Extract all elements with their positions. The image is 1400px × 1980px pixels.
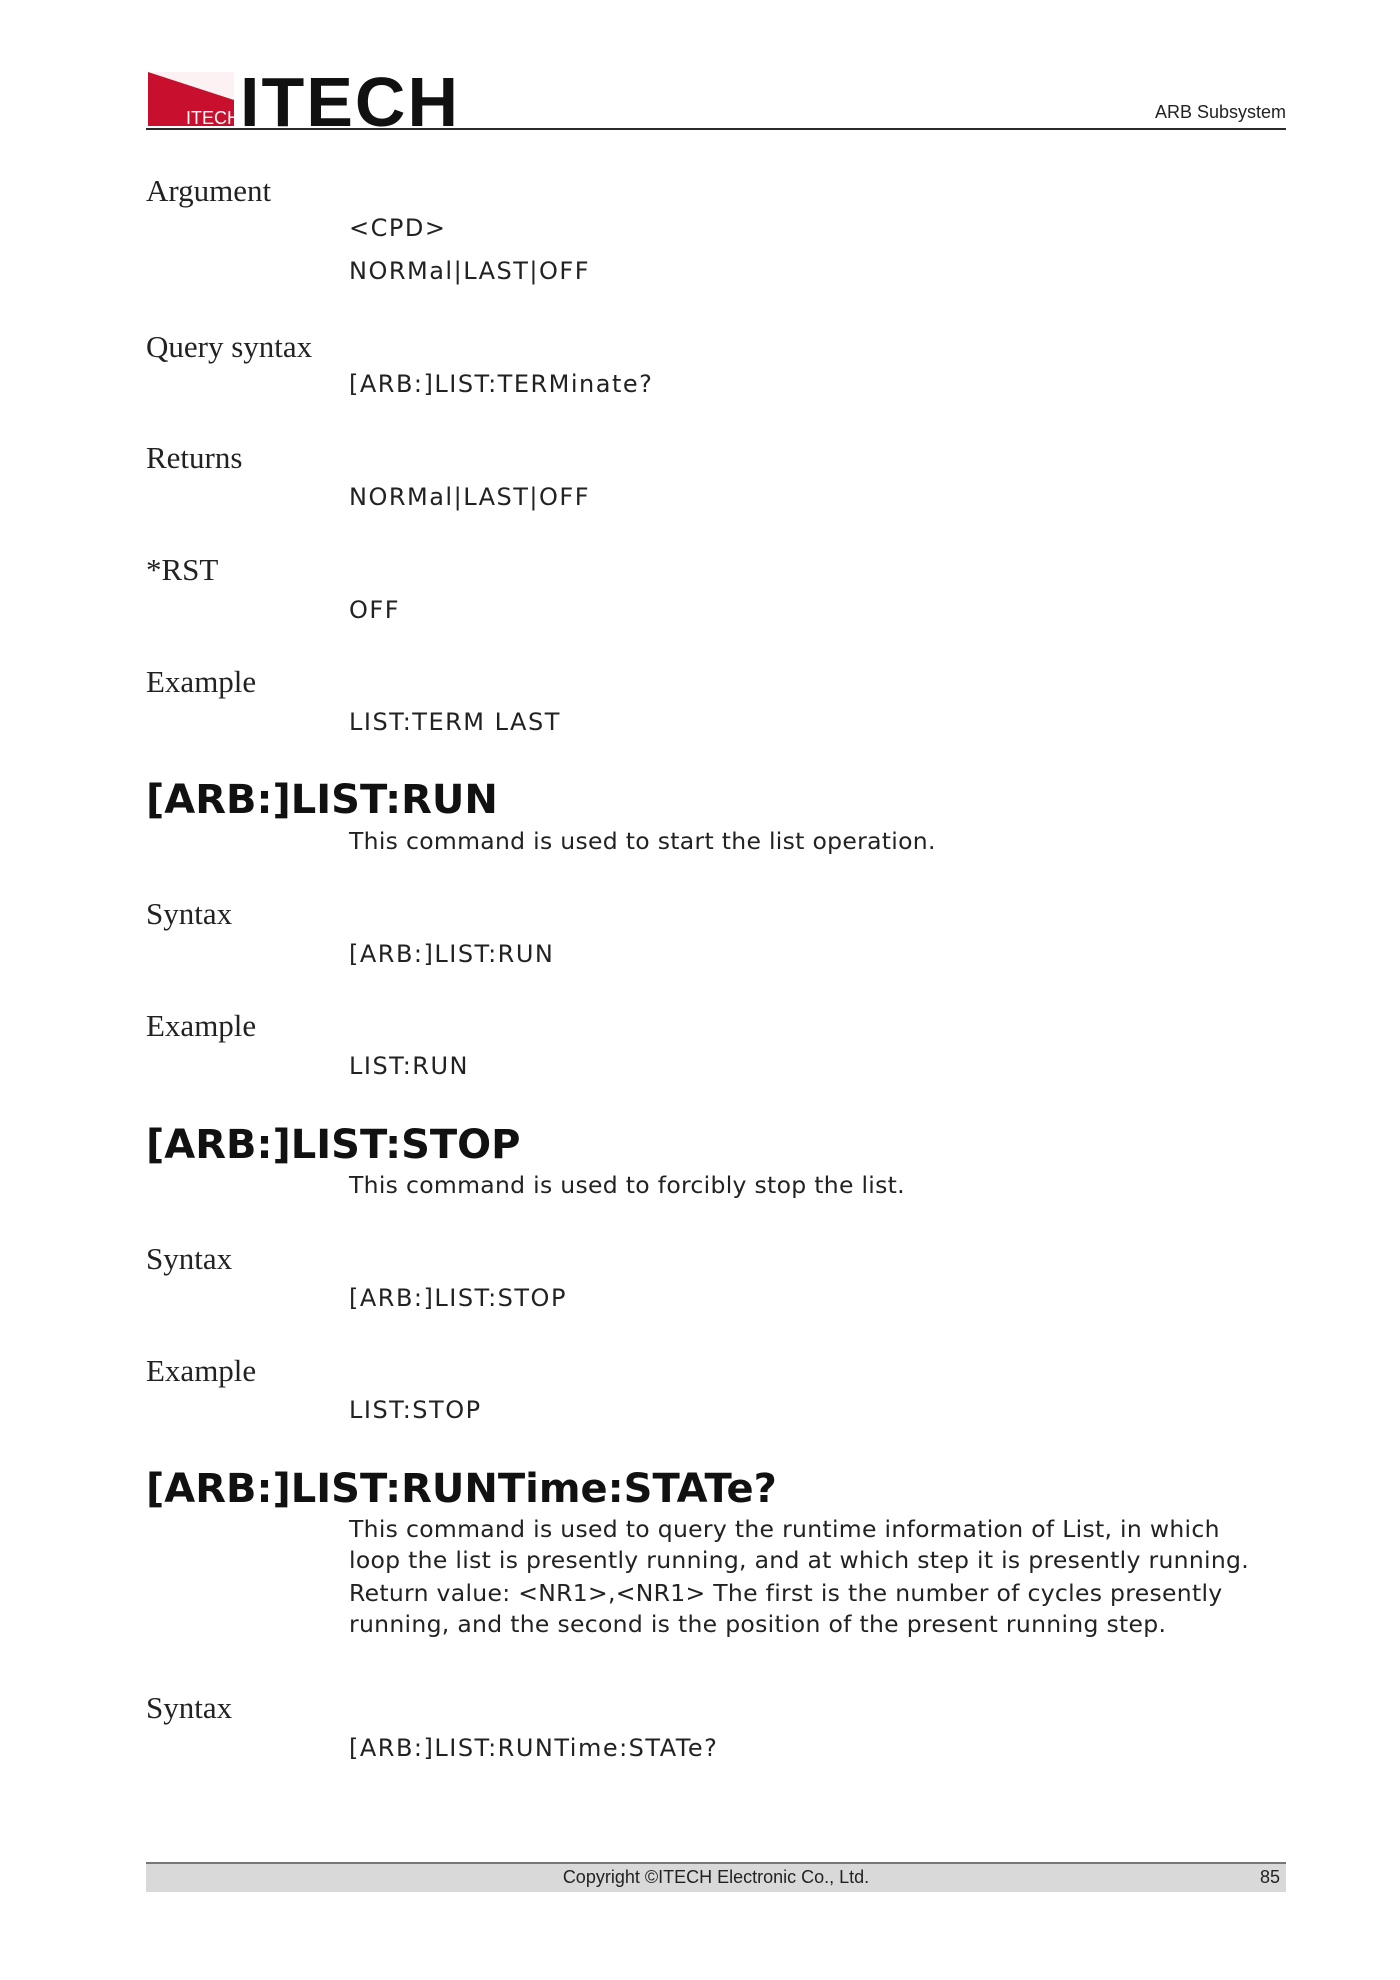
example-value: LIST:STOP xyxy=(349,1396,482,1424)
returns-section xyxy=(146,439,242,476)
logo-wordmark: ITECH xyxy=(240,66,460,128)
rst-label: *RST xyxy=(146,552,219,587)
run-syntax-section xyxy=(146,895,232,932)
query-syntax-label: Query syntax xyxy=(146,329,313,364)
runtime-command-section xyxy=(146,1467,777,1511)
example-label: Example xyxy=(146,1353,257,1388)
rst-section xyxy=(146,551,218,588)
copyright-text: Copyright ©ITECH Electronic Co., Ltd. xyxy=(562,1867,870,1887)
page-footer xyxy=(146,1862,1286,1892)
section-title: ARB Subsystem xyxy=(1154,102,1286,122)
rst-value: OFF xyxy=(349,596,400,624)
stop-example-section xyxy=(146,1352,256,1389)
page-number: 85 xyxy=(1259,1867,1280,1887)
syntax-value: [ARB:]LIST:STOP xyxy=(349,1284,567,1312)
query-syntax-value: [ARB:]LIST:TERMinate? xyxy=(349,370,654,398)
syntax-label: Syntax xyxy=(146,1241,233,1276)
stop-command-section xyxy=(146,1123,521,1167)
syntax-value: [ARB:]LIST:RUN xyxy=(349,940,555,968)
command-title: [ARB:]LIST:STOP xyxy=(146,1122,521,1168)
example-section-1 xyxy=(146,663,256,700)
example-value: LIST:RUN xyxy=(349,1052,469,1080)
command-description: This command is used to query the runtime information of List, in which loop the list is presently running, and at which step it is presently running. xyxy=(349,1515,1250,1574)
query-syntax-section xyxy=(146,328,312,365)
returns-value: NORMal|LAST|OFF xyxy=(349,483,591,511)
header-divider xyxy=(146,128,1286,130)
logo-badge-text: ITECH xyxy=(186,108,240,128)
return-value-description: Return value: <NR1>,<NR1> The first is the number of cycles presently running, and the second is the position of the present running step. xyxy=(349,1579,1223,1638)
command-title: [ARB:]LIST:RUNTime:STATe? xyxy=(146,1466,777,1512)
argument-value-1: <CPD> xyxy=(349,214,447,242)
run-example-section xyxy=(146,1007,256,1044)
example-label: Example xyxy=(146,664,257,699)
argument-value-2: NORMal|LAST|OFF xyxy=(349,257,591,285)
itech-logo xyxy=(146,66,466,126)
stop-syntax-section xyxy=(146,1240,232,1277)
syntax-label: Syntax xyxy=(146,896,233,931)
page-header xyxy=(146,66,1286,130)
argument-section xyxy=(146,172,271,209)
command-description: This command is used to start the list operation. xyxy=(349,827,936,855)
syntax-value: [ARB:]LIST:RUNTime:STATe? xyxy=(349,1734,719,1762)
argument-label: Argument xyxy=(146,173,272,208)
example-value: LIST:TERM LAST xyxy=(349,708,561,736)
command-description: This command is used to forcibly stop the list. xyxy=(349,1171,905,1199)
syntax-label: Syntax xyxy=(146,1690,233,1725)
command-title: [ARB:]LIST:RUN xyxy=(146,777,498,823)
returns-label: Returns xyxy=(146,440,243,475)
run-command-section xyxy=(146,778,498,822)
runtime-syntax-section xyxy=(146,1689,232,1726)
example-label: Example xyxy=(146,1008,257,1043)
